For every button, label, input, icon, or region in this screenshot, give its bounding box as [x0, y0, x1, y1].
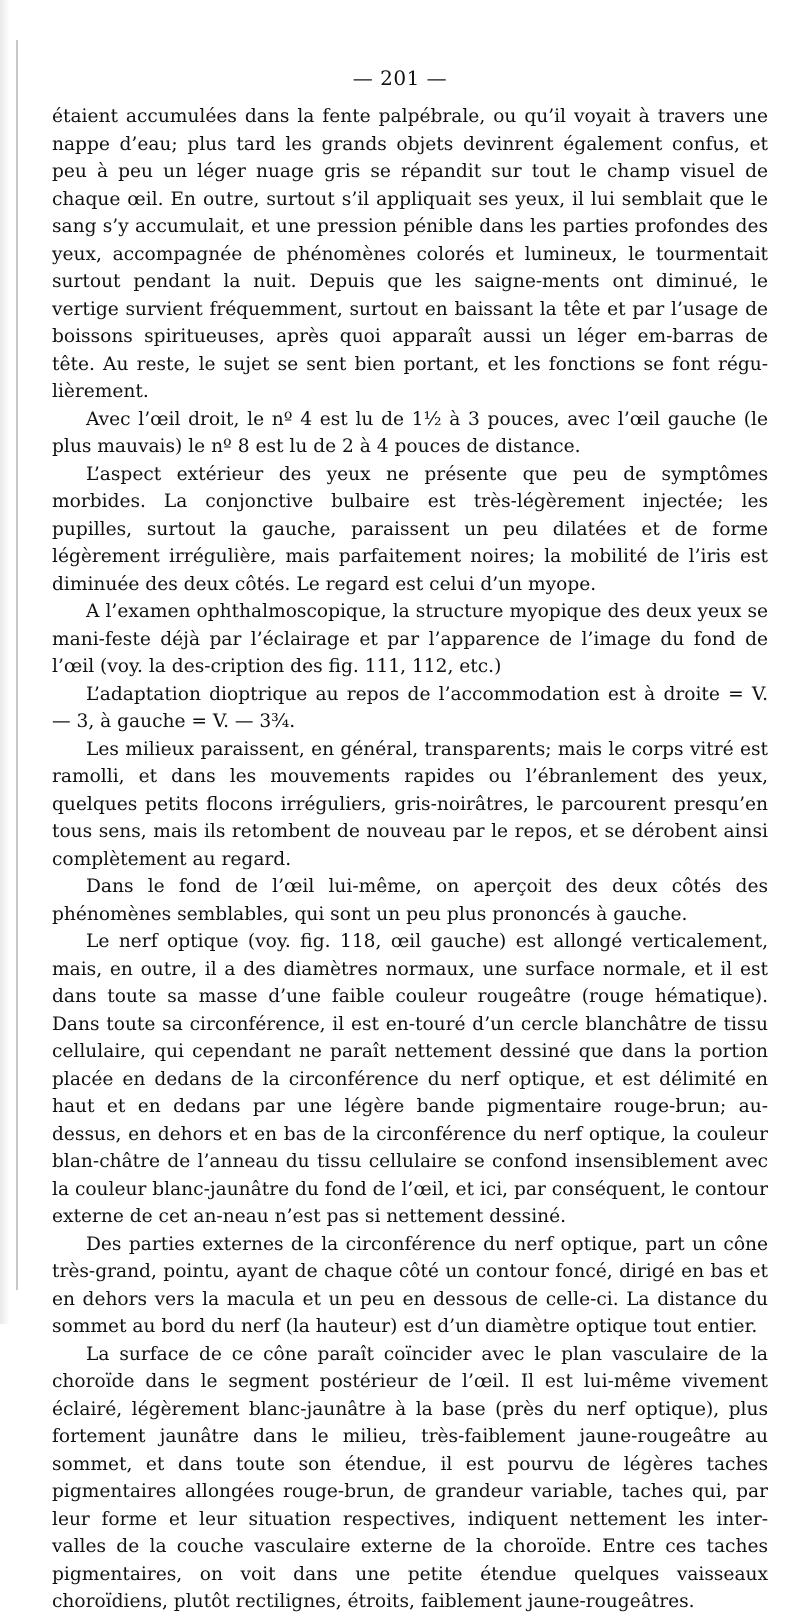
paragraph-5: L’adaptation dioptrique au repos de l’accommodation est à droite = V. — 3, à gauche = V. — 3¾. — [52, 683, 768, 732]
paragraph-4: A l’examen ophthalmoscopique, la structure myopique des deux yeux se mani-feste déjà par l’éclairage et par l’apparence de l’image du fond de l’œil (voy. la des-cription des fig. 111, 112, etc.) — [52, 601, 768, 677]
page-binding-shadow — [0, 0, 10, 1324]
paragraph-1: étaient accumulées dans la fente palpébrale, ou qu’il voyait à travers une nappe d’eau; plus tard les grands objets devinrent également confus, et peu à peu un léger nuage gris se répandit sur tout le champ visuel de chaque œil. En outre, surtout s’il appliquait ses yeux, il lui semblait que le sang s’y accumulait, et une pression pénible dans les parties profondes des yeux, accompagnée de phénomènes colorés et lumineux, le tourmentait surtout pendant la nuit. Depuis que les saigne-ments ont diminué, le vertige survient fréquemment, surtout en baissant la tête et par l’usage de boissons spiritueuses, après quoi apparaît aussi un léger em-barras de tête. Au reste, le sujet se sent bien portant, et les fonctions se font régu-lièrement. — [52, 106, 768, 402]
body-text — [52, 103, 768, 1616]
paragraph-3: L’aspect extérieur des yeux ne présente que peu de symptômes morbides. La conjonctive bulbaire est très-légèrement injectée; les pupilles, surtout la gauche, paraissent un peu dilatées et de forme légèrement irrégulière, mais parfaitement noires; la mobilité de l’iris est diminuée des deux côtés. Le regard est celui d’un myope. — [52, 463, 768, 595]
paragraph-6: Les milieux paraissent, en général, transparents; mais le corps vitré est ramolli, et dans les mouvements rapides ou l’ébranlement des yeux, quelques petits flocons irréguliers, gris-noirâtres, le parcourent presqu’en tous sens, mais ils retombent de nouveau par le repos, et se dérobent ainsi complètement au regard. — [52, 738, 768, 870]
paragraph-8: Le nerf optique (voy. fig. 118, œil gauche) est allongé verticalement, mais, en outre, il a des diamètres normaux, une surface normale, et il est dans toute sa masse d’une faible couleur rougeâtre (rouge hématique). Dans toute sa circonférence, il est en-touré d’un cercle blanchâtre de tissu cellulaire, qui cependant ne paraît nettement dessiné que dans la portion placée en dedans de la circonférence du nerf optique, et est délimité en haut et en dedans par une légère bande pigmentaire rouge-brun; au-dessus, en dehors et en bas de la circonférence du nerf optique, la couleur blan-châtre de l’anneau du tissu cellulaire se confond insensiblement avec la couleur blanc-jaunâtre du fond de l’œil, et ici, par conséquent, le contour externe de cet an-neau n’est pas si nettement dessiné. — [52, 931, 768, 1227]
paragraph-9: Des parties externes de la circonférence du nerf optique, part un cône très-grand, pointu, ayant de chaque côté un contour foncé, dirigé en bas et en dehors vers la macula et un peu en dessous de celle-ci. La distance du sommet au bord du nerf (la hauteur) est d’un diamètre optique tout entier. — [52, 1233, 768, 1337]
page-number: — 201 — — [352, 66, 448, 90]
paragraph-10: La surface de ce cône paraît coïncider avec le plan vasculaire de la choroïde dans le segment postérieur de l’œil. Il est lui-même vivement éclairé, légèrement blanc-jaunâtre à la base (près du nerf optique), plus fortement jaunâtre dans le milieu, très-faiblement jaune-rougeâtre au sommet, et dans toute son étendue, il est pourvu de légères taches pigmentaires allongées rouge-brun, de grandeur variable, taches qui, par leur forme et leur situation respectives, indiquent nettement les inter-valles de la couche vasculaire externe de la choroïde. Entre ces taches pigmentaires, on voit dans une petite étendue quelques vaisseaux choroïdiens, plutôt rectilignes, étroits, faiblement jaune-rougeâtres. — [52, 1343, 768, 1612]
paragraph-2: Avec l’œil droit, le nº 4 est lu de 1½ à 3 pouces, avec l’œil gauche (le plus mauvais) le nº 8 est lu de 2 à 4 pouces de distance. — [52, 408, 768, 457]
paragraph-7: Dans le fond de l’œil lui-même, on aperçoit des deux côtés des phénomènes semblables, qui sont un peu plus prononcés à gauche. — [52, 876, 768, 925]
page-binding-line — [16, 40, 18, 1290]
